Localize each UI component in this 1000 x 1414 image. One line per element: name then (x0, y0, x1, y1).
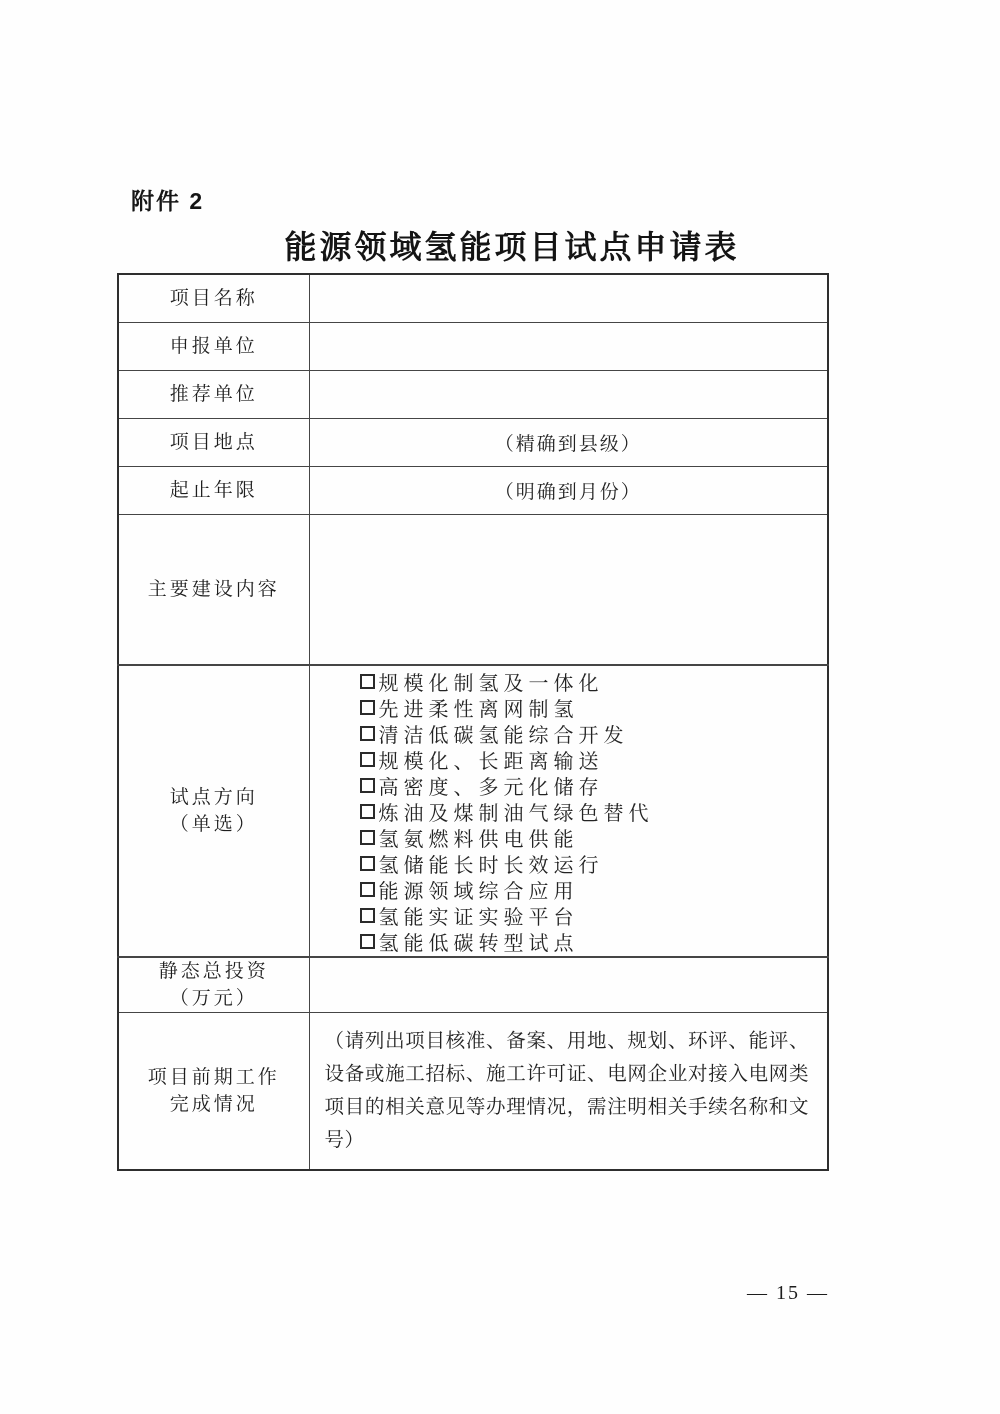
checkbox-option (360, 720, 818, 746)
attachment-label: 附件 2 (131, 188, 205, 214)
preliminary-work-row (118, 1013, 828, 1171)
pilot-direction-row (118, 665, 828, 957)
checkbox-option (360, 798, 818, 824)
preliminary-work-value-cell (309, 1013, 828, 1171)
checkbox-icon (360, 830, 375, 845)
checkbox-icon (360, 856, 375, 871)
project-location-label: 项目地点 (118, 418, 309, 466)
checkbox-icon (360, 674, 375, 689)
main-construction-row (118, 514, 828, 665)
checkbox-option-label: 能源领域综合应用 (378, 880, 579, 903)
project-location-hint: （精确到县级） (309, 418, 828, 466)
checkbox-option-label: 先进柔性离网制氢 (378, 698, 579, 721)
checkbox-option (360, 668, 818, 694)
checkbox-option (360, 824, 818, 850)
preliminary-work-hint: （请列出项目核准、备案、用地、规划、环评、能评、设备或施工招标、施工许可证、电网企业对接入电网类项目的相关意见等办理情况，需注明相关手续名称和文号） (324, 1031, 809, 1151)
investment-unit-note: （万元） (169, 988, 258, 1009)
checkbox-option-label: 清洁低碳氢能综合开发 (378, 724, 629, 747)
applicant-unit-label: 申报单位 (118, 322, 309, 370)
investment-value (309, 957, 828, 1013)
checkbox-option-label: 氢储能长时长效运行 (378, 854, 604, 877)
main-construction-label: 主要建设内容 (118, 514, 309, 665)
checkbox-icon (360, 778, 375, 793)
project-name-value (309, 274, 828, 322)
project-name-row (118, 274, 828, 322)
preliminary-work-label: 项目前期工作 (147, 1067, 280, 1088)
checkbox-option (360, 850, 818, 876)
checkbox-icon (360, 934, 375, 949)
checkbox-icon (360, 882, 375, 897)
checkbox-option-label: 炼油及煤制油气绿色替代 (378, 802, 654, 825)
applicant-unit-value (309, 322, 828, 370)
investment-row (118, 957, 828, 1013)
checkbox-option-label: 氢能低碳转型试点 (378, 932, 579, 955)
checkbox-icon (360, 804, 375, 819)
checkbox-option (360, 928, 818, 954)
recommending-unit-value (309, 370, 828, 418)
investment-label-cell (118, 957, 309, 1013)
pilot-direction-label-cell (118, 665, 309, 957)
page-number: — 15 — (747, 1282, 829, 1304)
preliminary-work-label-cell (118, 1013, 309, 1171)
main-construction-value (309, 514, 828, 665)
preliminary-work-label-line2: 完成情况 (169, 1094, 258, 1115)
checkbox-icon (360, 908, 375, 923)
project-location-row (118, 418, 828, 466)
checkbox-option-label: 规模化、长距离输送 (378, 750, 604, 773)
duration-row (118, 466, 828, 514)
applicant-unit-row (118, 322, 828, 370)
duration-hint: （明确到月份） (309, 466, 828, 514)
pilot-direction-options (309, 665, 828, 957)
checkbox-option (360, 694, 818, 720)
checkbox-option-label: 氢能实证实验平台 (378, 906, 579, 929)
form-title: 能源领域氢能项目试点申请表 (284, 229, 740, 265)
investment-label: 静态总投资 (158, 961, 269, 982)
checkbox-option-label: 氢氨燃料供电供能 (378, 828, 579, 851)
checkbox-option-label: 规模化制氢及一体化 (378, 672, 604, 695)
project-name-label: 项目名称 (118, 274, 309, 322)
checkbox-option-label: 高密度、多元化储存 (378, 776, 604, 799)
checkbox-option (360, 746, 818, 772)
checkbox-option (360, 876, 818, 902)
pilot-direction-note: （单选） (169, 814, 258, 835)
pilot-direction-label: 试点方向 (169, 787, 258, 808)
checkbox-option (360, 772, 818, 798)
application-form-table (117, 273, 829, 1171)
checkbox-option (360, 902, 818, 928)
recommending-unit-row (118, 370, 828, 418)
checkbox-icon (360, 700, 375, 715)
recommending-unit-label: 推荐单位 (118, 370, 309, 418)
checkbox-icon (360, 726, 375, 741)
checkbox-icon (360, 752, 375, 767)
duration-label: 起止年限 (118, 466, 309, 514)
